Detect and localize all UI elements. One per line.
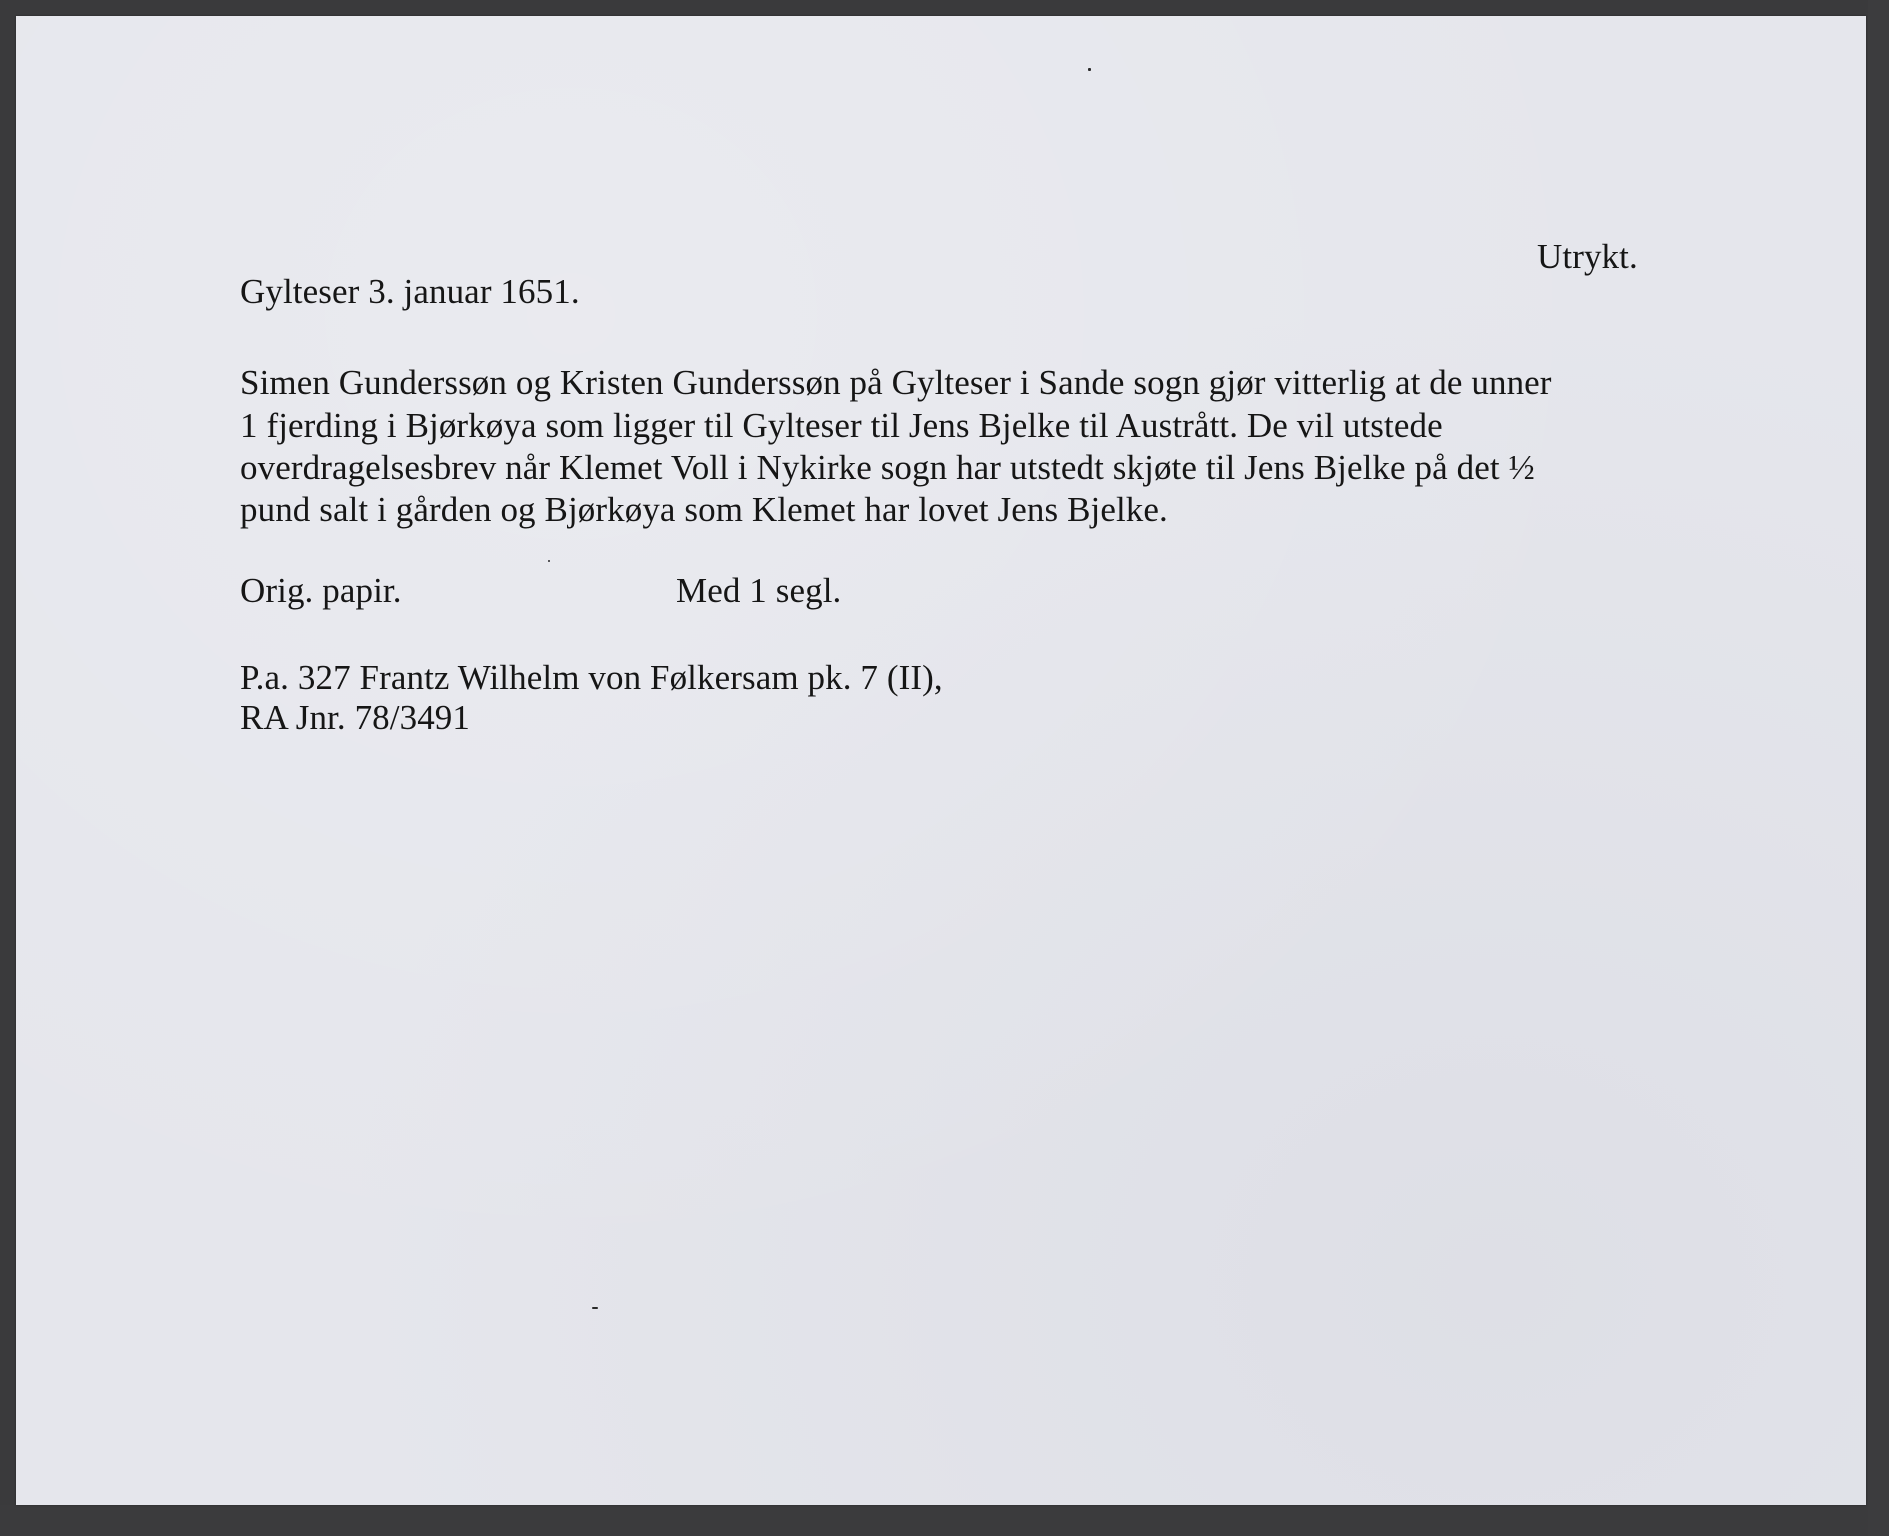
paper-speck bbox=[1088, 68, 1091, 71]
scan-backdrop-right bbox=[1868, 0, 1889, 1536]
original-note: Orig. papir. bbox=[240, 571, 402, 610]
seal-note: Med 1 segl. bbox=[676, 571, 842, 610]
status-note: Utrykt. bbox=[1537, 237, 1638, 276]
reference-line: P.a. 327 Frantz Wilhelm von Følkersam pk. 7 (II), bbox=[240, 658, 943, 697]
body-line: 1 fjerding i Bjørkøya som ligger til Gylteser til Jens Bjelke til Austrått. De vil utstede bbox=[240, 406, 1443, 445]
paper-speck bbox=[592, 1307, 598, 1309]
body-line: overdragelsesbrev når Klemet Voll i Nykirke sogn har utstedt skjøte til Jens Bjelke på det ½ bbox=[240, 448, 1535, 487]
scan-backdrop-bottom bbox=[0, 1505, 1889, 1536]
body-line: Simen Gunderssøn og Kristen Gunderssøn på Gylteser i Sande sogn gjør vitterlig at de unner bbox=[240, 363, 1552, 402]
reference-line: RA Jnr. 78/3491 bbox=[240, 698, 471, 737]
document-heading: Gylteser 3. januar 1651. bbox=[240, 272, 580, 311]
body-line: pund salt i gården og Bjørkøya som Klemet har lovet Jens Bjelke. bbox=[240, 490, 1168, 529]
paper-speck bbox=[548, 560, 550, 562]
